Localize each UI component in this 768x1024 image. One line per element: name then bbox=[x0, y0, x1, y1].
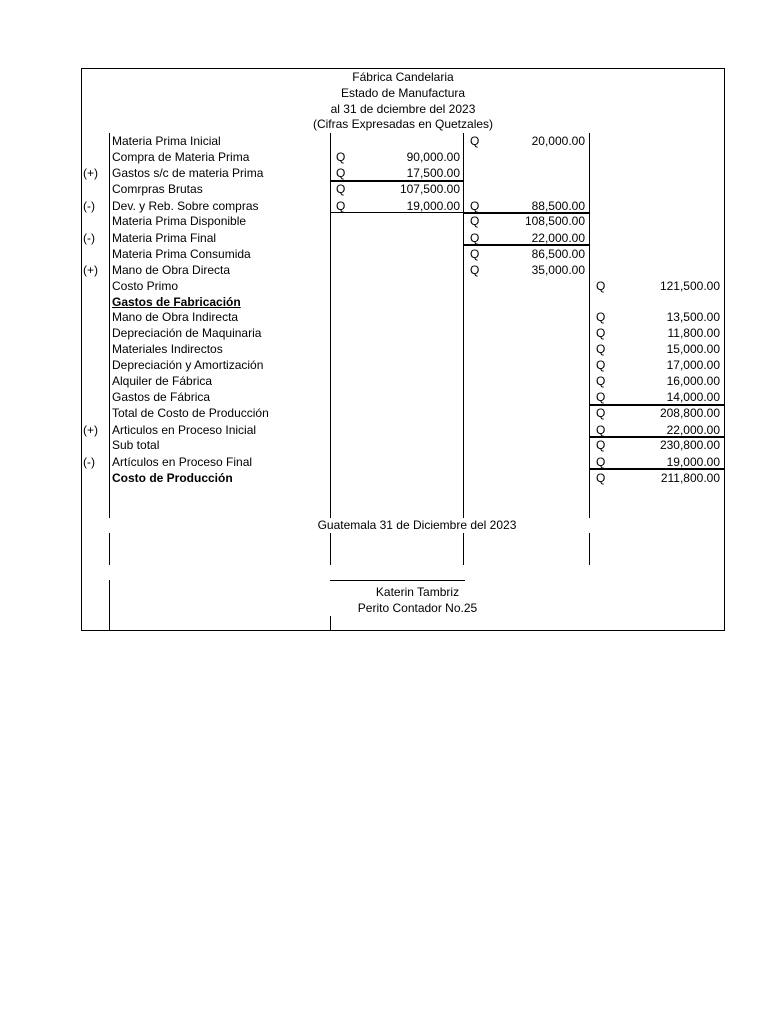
currency-symbol: Q bbox=[470, 263, 480, 277]
column-divider bbox=[109, 580, 110, 631]
currency-symbol: Q bbox=[336, 199, 346, 213]
signer-title: Perito Contador No.25 bbox=[357, 601, 478, 615]
currency-symbol: Q bbox=[596, 342, 606, 356]
row-label: Alquiler de Fábrica bbox=[112, 374, 213, 388]
currency-symbol: Q bbox=[470, 214, 480, 228]
row-label: Gastos s/c de materia Prima bbox=[112, 166, 264, 180]
currency-symbol: Q bbox=[596, 471, 606, 485]
row-label: Depreciación y Amortización bbox=[112, 358, 264, 372]
currency-symbol: Q bbox=[596, 406, 606, 420]
signature-line bbox=[330, 580, 465, 581]
row-label: Compra de Materia Prima bbox=[112, 150, 250, 164]
amount-col-3: 13,500.00 bbox=[666, 310, 720, 324]
amount-col-2: 86,500.00 bbox=[531, 247, 585, 261]
amount-col-2: 22,000.00 bbox=[531, 231, 585, 245]
amount-col-3: 121,500.00 bbox=[659, 279, 720, 293]
amount-col-3: 230,800.00 bbox=[659, 438, 720, 452]
amount-col-1: 90,000.00 bbox=[406, 150, 460, 164]
column-divider bbox=[463, 133, 464, 518]
row-sign: (+) bbox=[83, 166, 98, 180]
amount-col-3: 17,000.00 bbox=[666, 358, 720, 372]
row-label: Depreciación de Maquinaria bbox=[112, 326, 262, 340]
row-sign: (+) bbox=[83, 423, 98, 437]
amount-col-2: 108,500.00 bbox=[524, 214, 585, 228]
column-divider bbox=[589, 133, 590, 518]
row-label: Artículos en Proceso Final bbox=[112, 455, 253, 469]
signer-name: Katerin Tambriz bbox=[375, 585, 460, 599]
row-label: Materiales Indirectos bbox=[112, 342, 223, 356]
currency-symbol: Q bbox=[596, 390, 606, 404]
currency-symbol: Q bbox=[336, 150, 346, 164]
statement-date: al 31 de dciembre del 2023 bbox=[330, 102, 476, 116]
row-label: Total de Costo de Producción bbox=[112, 406, 269, 420]
currency-symbol: Q bbox=[470, 231, 480, 245]
currency-symbol: Q bbox=[596, 310, 606, 324]
amount-col-3: 14,000.00 bbox=[666, 390, 720, 404]
currency-symbol: Q bbox=[470, 199, 480, 213]
column-divider bbox=[330, 133, 331, 518]
currency-note: (Cifras Expresadas en Quetzales) bbox=[312, 117, 494, 131]
column-divider bbox=[109, 133, 110, 518]
amount-col-3: 11,800.00 bbox=[667, 326, 720, 340]
column-divider bbox=[109, 533, 110, 565]
currency-symbol: Q bbox=[596, 374, 606, 388]
row-label: Mano de Obra Indirecta bbox=[112, 310, 239, 324]
column-divider bbox=[463, 533, 464, 565]
amount-col-2: 20,000.00 bbox=[531, 134, 585, 148]
column-divider bbox=[330, 533, 331, 565]
currency-symbol: Q bbox=[336, 166, 346, 180]
currency-symbol: Q bbox=[596, 423, 606, 437]
row-label: Materia Prima Consumida bbox=[112, 247, 251, 261]
column-divider bbox=[589, 533, 590, 565]
column-divider bbox=[330, 616, 331, 631]
amount-col-3: 208,800.00 bbox=[659, 406, 720, 420]
amount-col-3: 16,000.00 bbox=[666, 374, 720, 388]
row-label: Gastos de Fábrica bbox=[112, 390, 211, 404]
currency-symbol: Q bbox=[470, 247, 480, 261]
row-label: Materia Prima Disponible bbox=[112, 214, 247, 228]
amount-col-1: 19,000.00 bbox=[406, 199, 460, 213]
amount-col-3: 15,000.00 bbox=[666, 342, 720, 356]
amount-col-2: 35,000.00 bbox=[531, 263, 585, 277]
amount-col-3: 22,000.00 bbox=[666, 423, 720, 437]
amount-col-2: 88,500.00 bbox=[531, 199, 585, 213]
row-label: Comrpras Brutas bbox=[112, 182, 203, 196]
section-heading: Gastos de Fabricación bbox=[112, 295, 241, 309]
amount-col-1: 107,500.00 bbox=[399, 182, 460, 196]
row-label: Dev. y Reb. Sobre compras bbox=[112, 199, 259, 213]
amount-col-1: 17,500.00 bbox=[406, 166, 460, 180]
row-sign: (-) bbox=[83, 231, 95, 245]
amount-col-3: 19,000.00 bbox=[666, 455, 720, 469]
currency-symbol: Q bbox=[596, 438, 606, 452]
currency-symbol: Q bbox=[596, 455, 606, 469]
currency-symbol: Q bbox=[470, 134, 480, 148]
row-label: Costo de Producción bbox=[112, 471, 233, 485]
currency-symbol: Q bbox=[596, 358, 606, 372]
row-label: Materia Prima Inicial bbox=[112, 134, 221, 148]
row-label: Materia Prima Final bbox=[112, 231, 217, 245]
row-label: Articulos en Proceso Inicial bbox=[112, 423, 257, 437]
row-sign: (+) bbox=[83, 263, 98, 277]
company-name: Fábrica Candelaria bbox=[352, 70, 454, 84]
row-label: Mano de Obra Directa bbox=[112, 263, 231, 277]
place-date: Guatemala 31 de Diciembre del 2023 bbox=[317, 518, 517, 532]
statement-title: Estado de Manufactura bbox=[340, 86, 466, 100]
row-sign: (-) bbox=[83, 199, 95, 213]
row-label: Costo Primo bbox=[112, 279, 179, 293]
row-label: Sub total bbox=[112, 438, 160, 452]
currency-symbol: Q bbox=[596, 279, 606, 293]
currency-symbol: Q bbox=[596, 326, 606, 340]
currency-symbol: Q bbox=[336, 182, 346, 196]
row-sign: (-) bbox=[83, 455, 95, 469]
amount-col-3: 211,800.00 bbox=[660, 471, 720, 485]
